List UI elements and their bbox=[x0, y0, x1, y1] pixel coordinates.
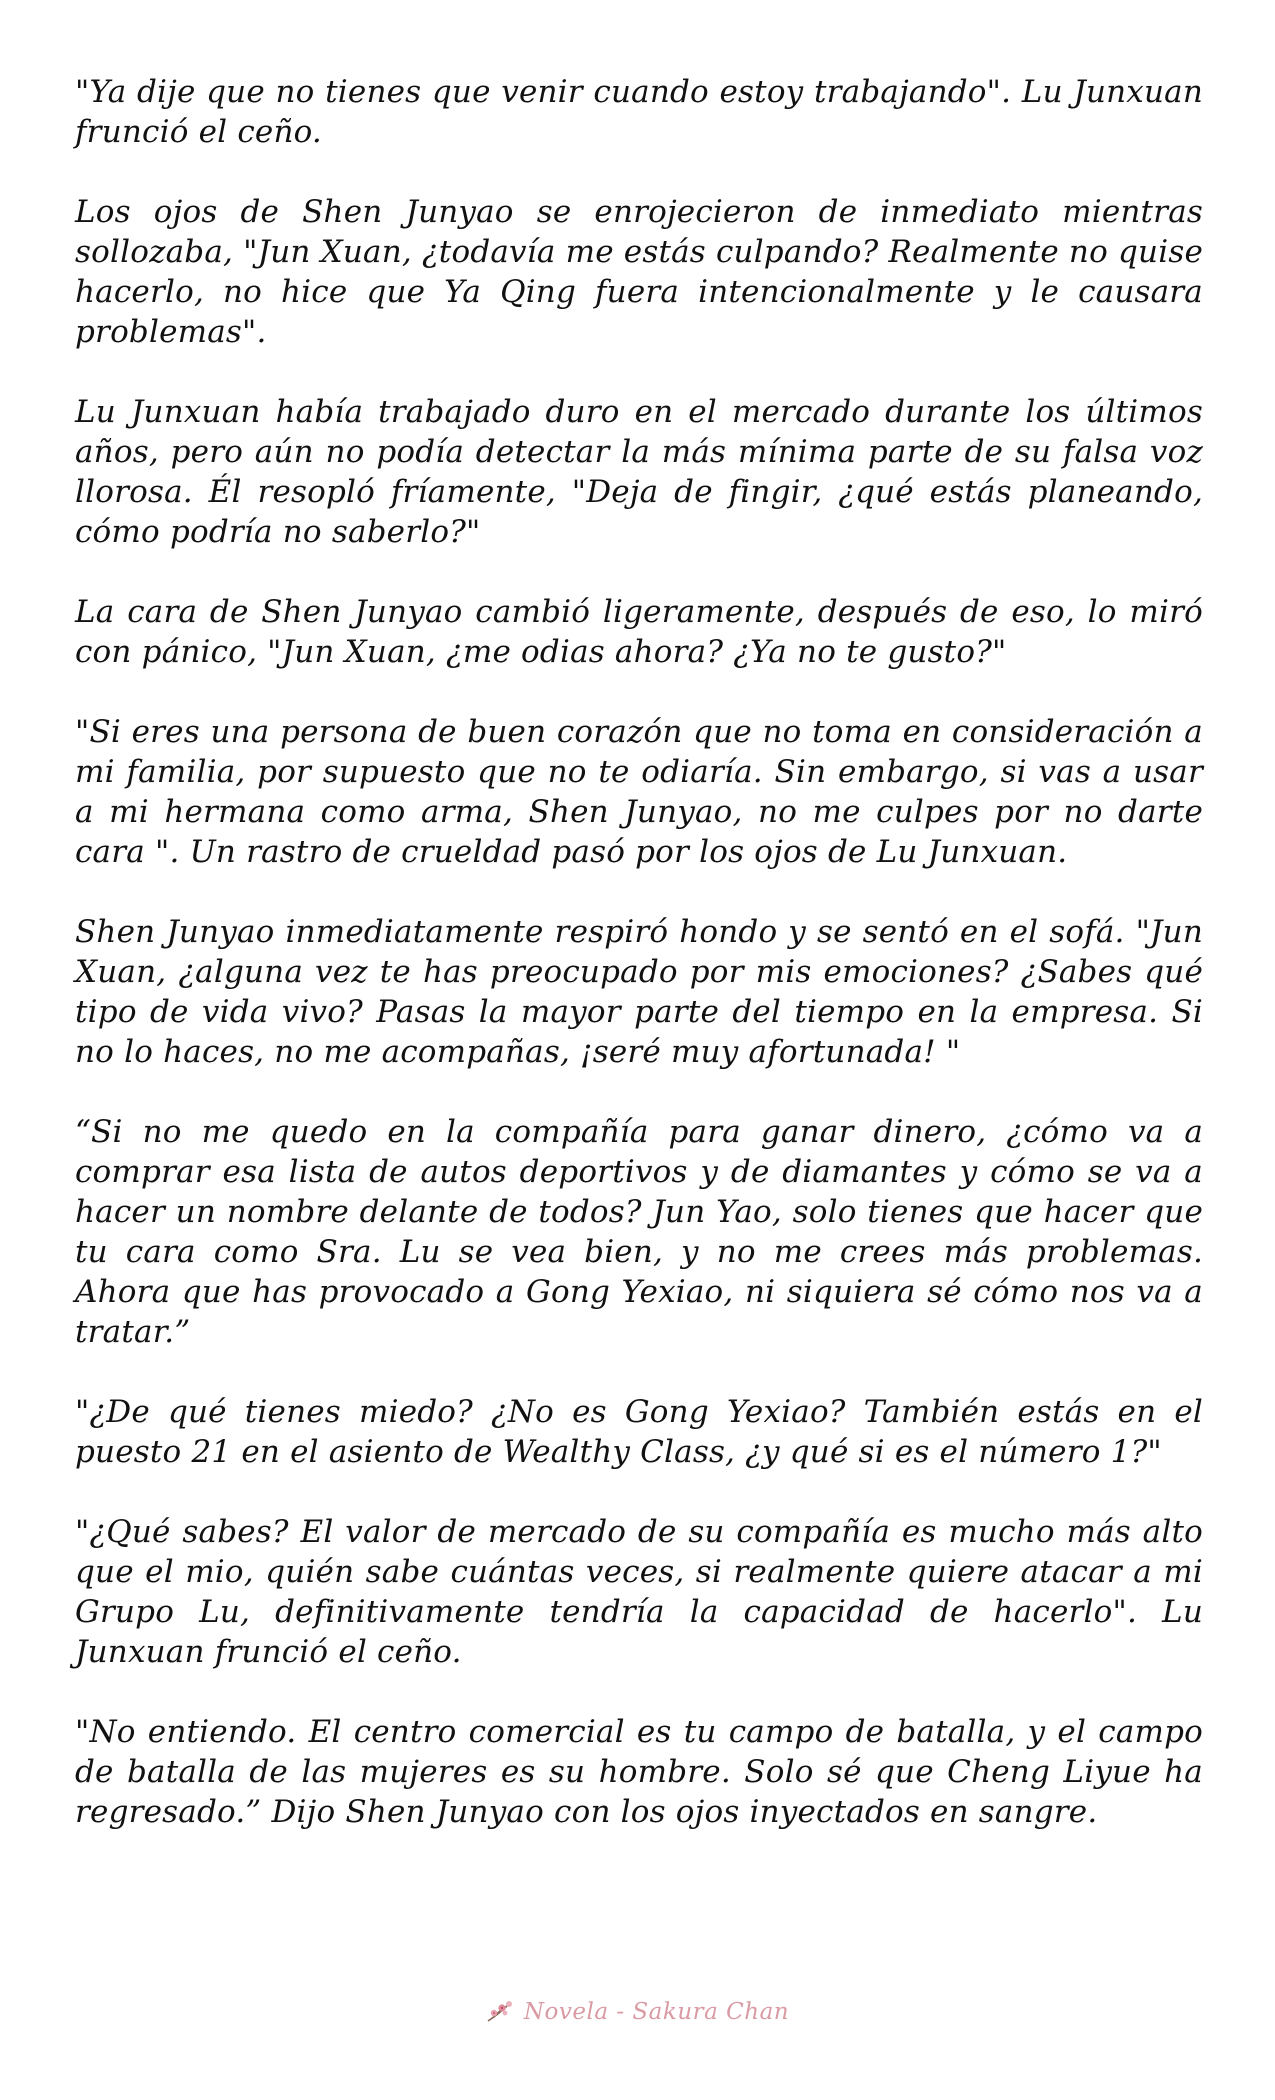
cherry-blossom-icon bbox=[486, 1999, 516, 2025]
paragraph-1: "Ya dije que no tienes que venir cuando estoy trabajando". Lu Junxuan frunció el ceño. bbox=[75, 74, 1203, 150]
watermark-logo bbox=[486, 1999, 789, 2025]
watermark-text: Novela - Sakura Chan bbox=[523, 1999, 790, 2025]
paragraph-5: "Si eres una persona de buen corazón que no toma en consideración a mi familia, por supuesto que no te odiaría. Sin embargo, si vas a usar a mi hermana como arma, Shen Junyao, no me culpes por no darte cara ". Un rastro de crueldad pasó por los ojos de Lu Junxuan. bbox=[75, 714, 1203, 870]
story-text bbox=[75, 72, 1203, 1872]
paragraph-9: "¿Qué sabes? El valor de mercado de su compañía es mucho más alto que el mio, quién sabe cuántas veces, si realmente quiere atacar a mi Grupo Lu, definitivamente tendría la capacidad de hacerlo". Lu Junxuan frunció el ceño. bbox=[75, 1514, 1203, 1670]
paragraph-6: Shen Junyao inmediatamente respiró hondo y se sentó en el sofá. "Jun Xuan, ¿alguna vez te has preocupado por mis emociones? ¿Sabes qué tipo de vida vivo? Pasas la mayor parte del tiempo en la empresa. Si no lo haces, no me acompañas, ¡seré muy afortunada! " bbox=[75, 914, 1203, 1070]
paragraph-8: "¿De qué tienes miedo? ¿No es Gong Yexiao? También estás en el puesto 21 en el asiento de Wealthy Class, ¿y qué si es el número 1?" bbox=[75, 1394, 1203, 1470]
paragraph-4: La cara de Shen Junyao cambió ligeramente, después de eso, lo miró con pánico, "Jun Xuan, ¿me odias ahora? ¿Ya no te gusto?" bbox=[75, 594, 1203, 670]
watermark-footer bbox=[0, 1992, 1275, 2032]
paragraph-3: Lu Junxuan había trabajado duro en el mercado durante los últimos años, pero aún no podía detectar la más mínima parte de su falsa voz llorosa. Él resopló fríamente, "Deja de fingir, ¿qué estás planeando, cómo podría no saberlo?" bbox=[75, 394, 1203, 550]
paragraph-2: Los ojos de Shen Junyao se enrojecieron de inmediato mientras sollozaba, "Jun Xuan, ¿todavía me estás culpando? Realmente no quise hacerlo, no hice que Ya Qing fuera intencionalmente y le causara problemas". bbox=[75, 194, 1203, 350]
paragraph-7: “Si no me quedo en la compañía para ganar dinero, ¿cómo va a comprar esa lista de autos deportivos y de diamantes y cómo se va a hacer un nombre delante de todos? Jun Yao, solo tienes que hacer que tu cara como Sra. Lu se vea bien, y no me crees más problemas. Ahora que has provocado a Gong Yexiao, ni siquiera sé cómo nos va a tratar.” bbox=[75, 1114, 1203, 1350]
paragraph-10: "No entiendo. El centro comercial es tu campo de batalla, y el campo de batalla de las mujeres es su hombre. Solo sé que Cheng Liyue ha regresado.” Dijo Shen Junyao con los ojos inyectados en sangre. bbox=[75, 1714, 1203, 1830]
